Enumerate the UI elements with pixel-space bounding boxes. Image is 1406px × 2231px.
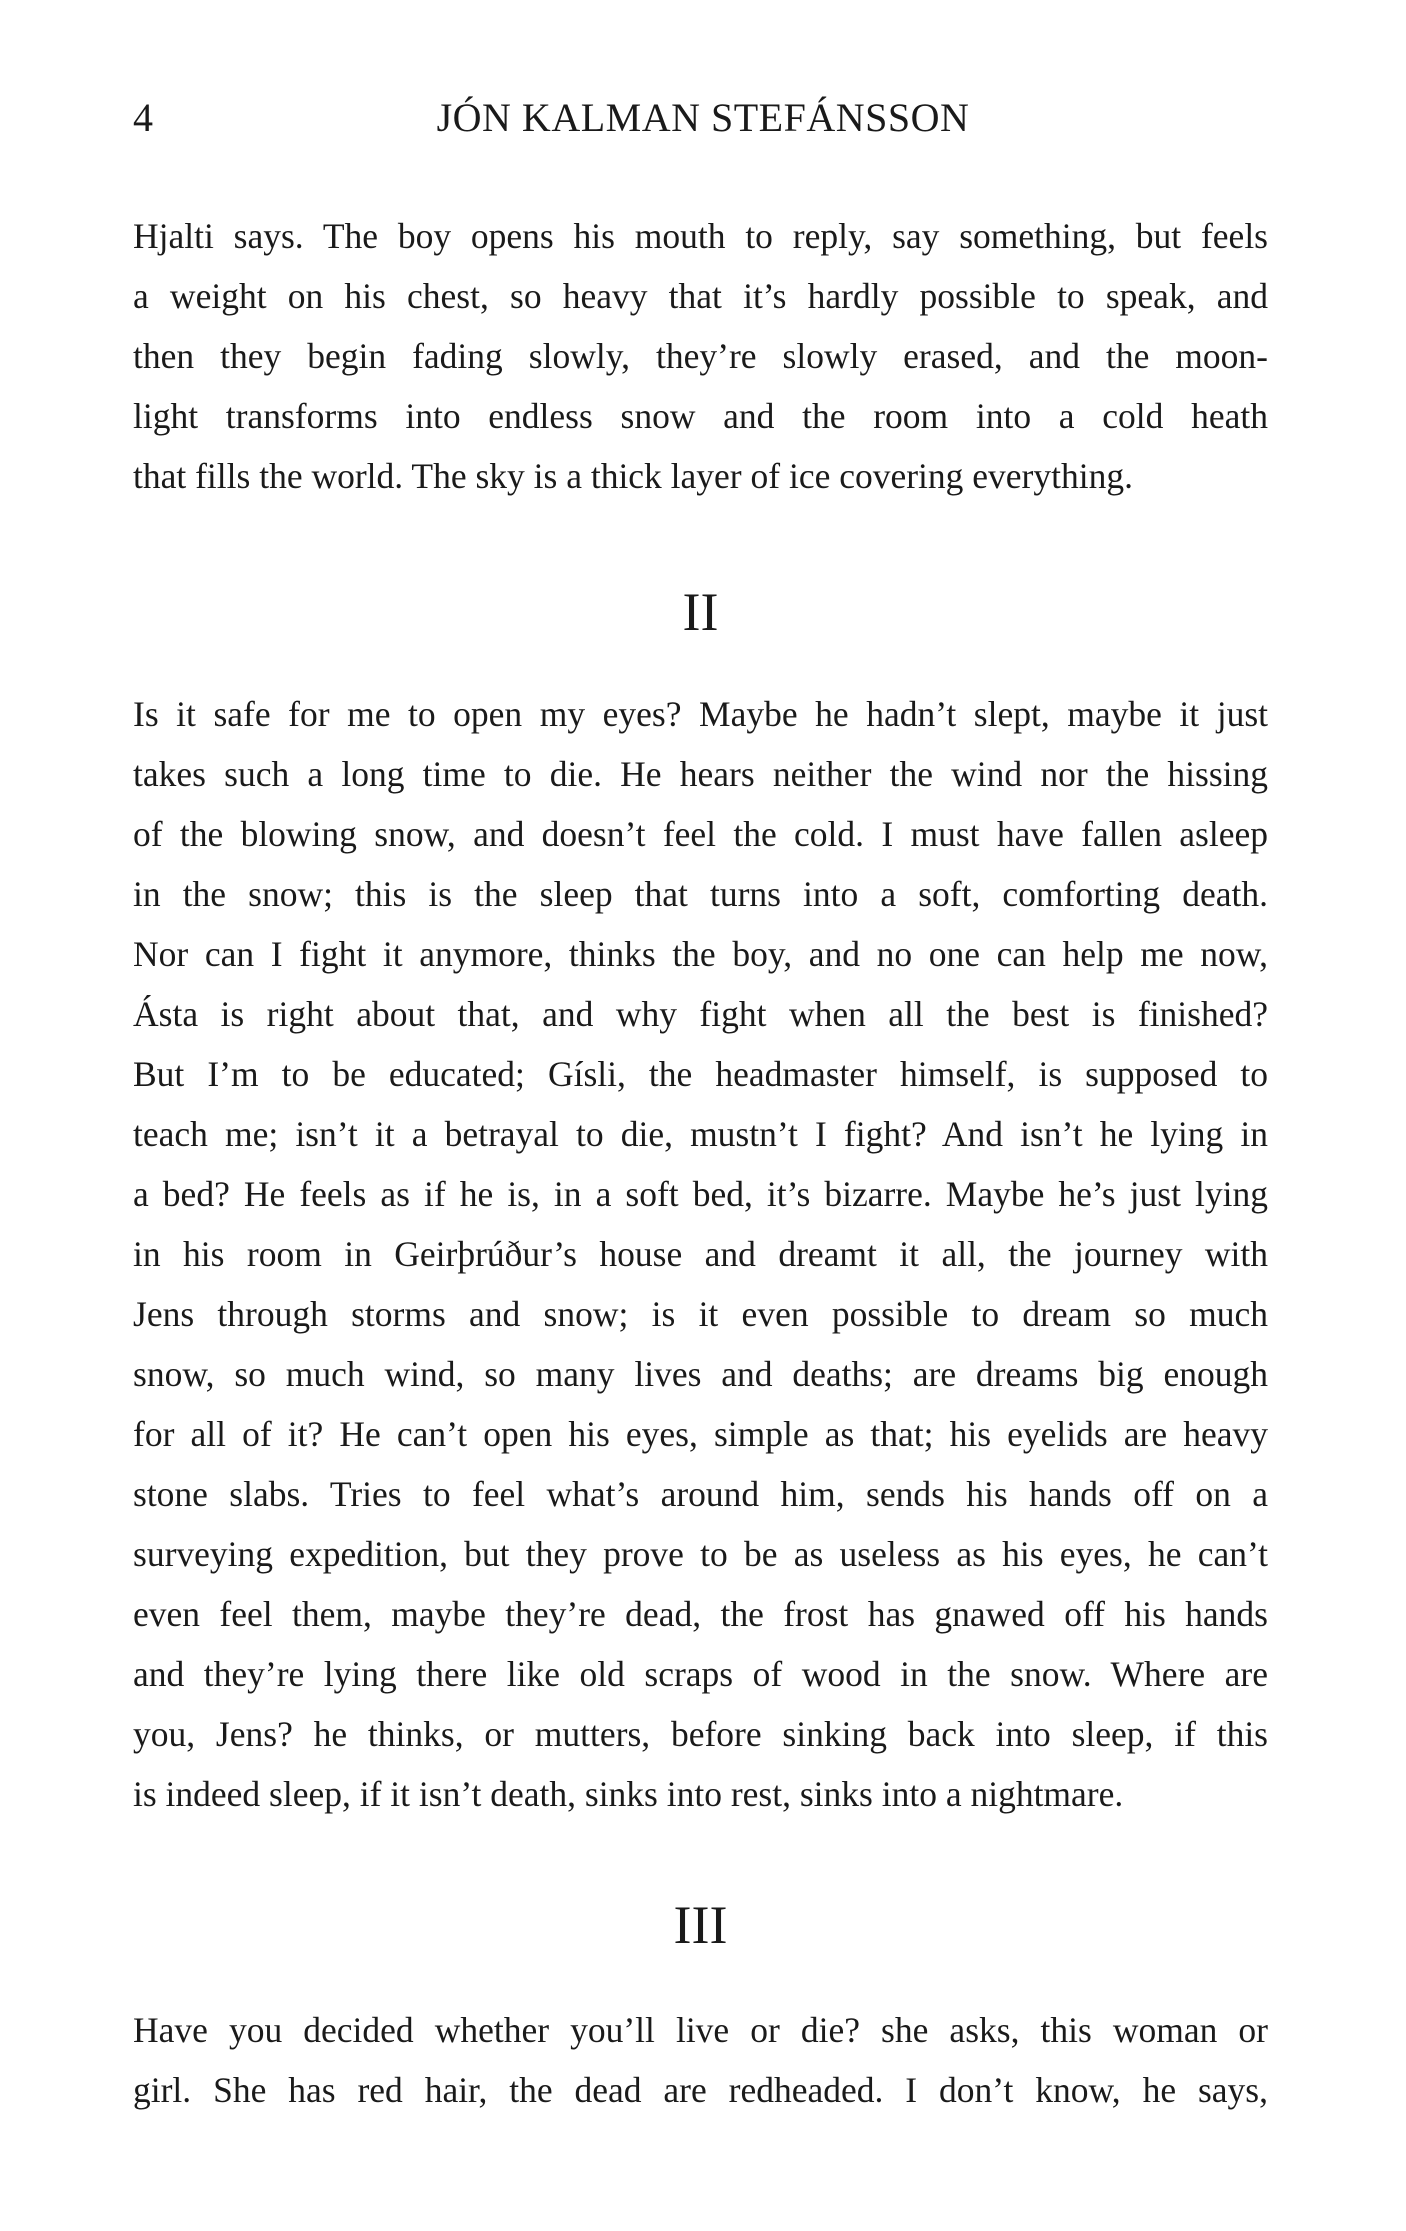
section-ii-paragraph: [133, 684, 1268, 1824]
text-line: teach me; isn’t it a betrayal to die, mustn’t I fight? And isn’t he lying in: [133, 1114, 1268, 1154]
text-line: you, Jens? he thinks, or mutters, before sinking back into sleep, if this: [133, 1714, 1268, 1754]
running-head: [133, 88, 1273, 148]
section-heading-iii: III: [673, 1895, 728, 1955]
text-line: is indeed sleep, if it isn’t death, sinks into rest, sinks into a nightmare.: [133, 1774, 1124, 1814]
text-line: girl. She has red hair, the dead are redheaded. I don’t know, he says,: [133, 2070, 1268, 2110]
author-name: JÓN KALMAN STEFÁNSSON: [436, 95, 970, 140]
text-line: that fills the world. The sky is a thick layer of ice covering everything.: [133, 456, 1133, 496]
text-line: Nor can I fight it anymore, thinks the boy, and no one can help me now,: [133, 934, 1268, 974]
section-iii-paragraph: [133, 2000, 1268, 2120]
text-line: even feel them, maybe they’re dead, the frost has gnawed off his hands: [133, 1594, 1268, 1634]
text-line: for all of it? He can’t open his eyes, simple as that; his eyelids are heavy: [133, 1414, 1268, 1454]
text-line: light transforms into endless snow and the room into a cold heath: [133, 396, 1268, 436]
text-line: a bed? He feels as if he is, in a soft bed, it’s bizarre. Maybe he’s just lying: [133, 1174, 1268, 1214]
section-heading-ii: II: [682, 582, 719, 642]
text-line: Jens through storms and snow; is it even possible to dream so much: [133, 1294, 1268, 1334]
text-line: stone slabs. Tries to feel what’s around him, sends his hands off on a: [133, 1474, 1268, 1514]
text-line: snow, so much wind, so many lives and deaths; are dreams big enough: [133, 1354, 1268, 1394]
text-line: Ásta is right about that, and why fight when all the best is finished?: [133, 994, 1268, 1034]
text-line: surveying expedition, but they prove to be as useless as his eyes, he can’t: [133, 1534, 1268, 1574]
text-line: a weight on his chest, so heavy that it’s hardly possible to speak, and: [133, 276, 1268, 316]
opening-paragraph: [133, 206, 1268, 506]
text-line: and they’re lying there like old scraps of wood in the snow. Where are: [133, 1654, 1268, 1694]
text-line: in his room in Geirþrúður’s house and dreamt it all, the journey with: [133, 1234, 1268, 1274]
text-line: But I’m to be educated; Gísli, the headmaster himself, is supposed to: [133, 1054, 1268, 1094]
text-line: takes such a long time to die. He hears neither the wind nor the hissing: [133, 754, 1268, 794]
text-line: Have you decided whether you’ll live or die? she asks, this woman or: [133, 2010, 1268, 2050]
text-line: then they begin fading slowly, they’re slowly erased, and the moon-: [133, 336, 1268, 376]
text-line: Hjalti says. The boy opens his mouth to reply, say something, but feels: [133, 216, 1268, 256]
page-number: 4: [133, 95, 153, 140]
text-line: Is it safe for me to open my eyes? Maybe he hadn’t slept, maybe it just: [133, 694, 1268, 734]
text-line: in the snow; this is the sleep that turns into a soft, comforting death.: [133, 874, 1268, 914]
text-line: of the blowing snow, and doesn’t feel the cold. I must have fallen asleep: [133, 814, 1268, 854]
